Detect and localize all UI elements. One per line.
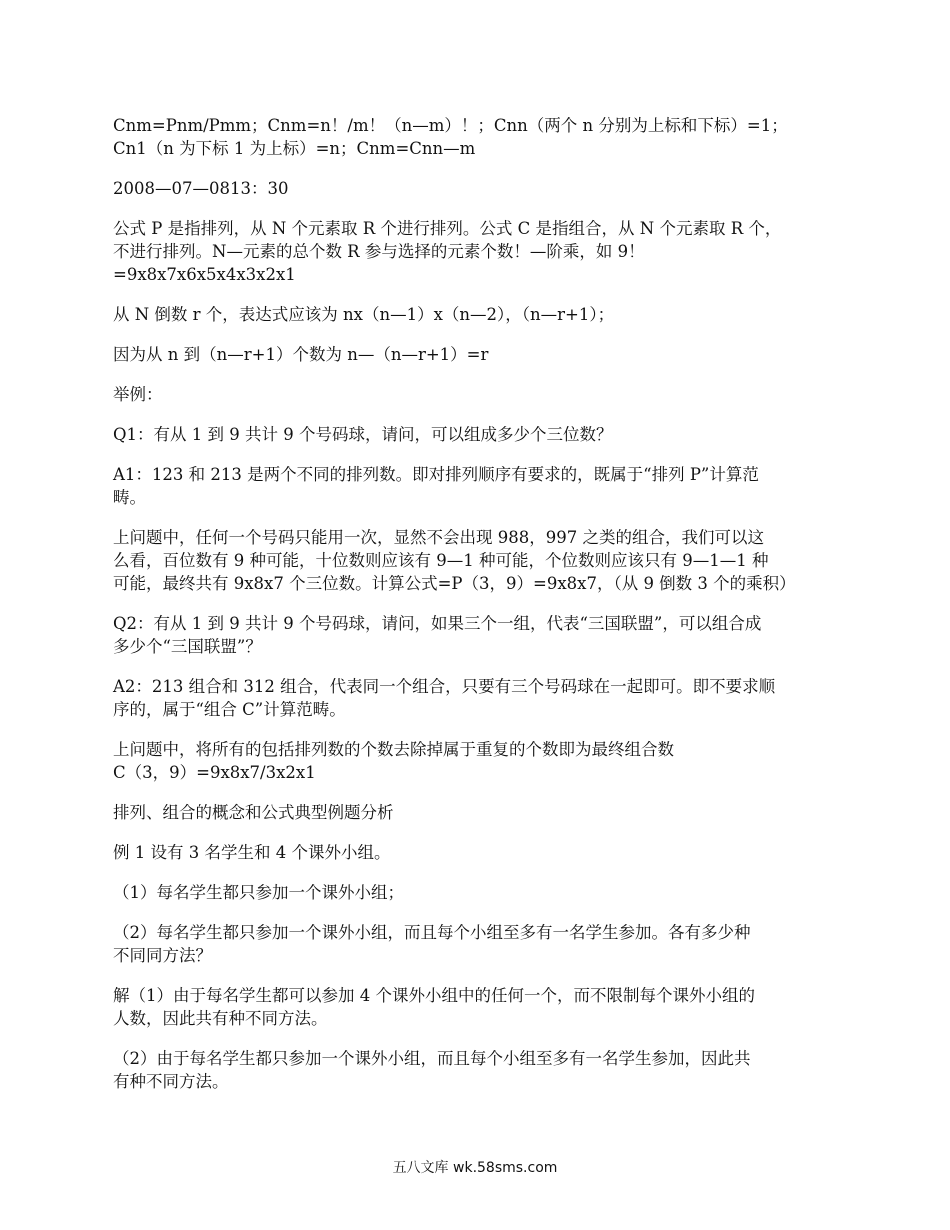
paragraph [113, 114, 838, 160]
paragraph [113, 738, 838, 784]
paragraph [113, 526, 838, 595]
paragraph [113, 612, 838, 658]
paragraph-line: 公式 P 是指排列，从 N 个元素取 R 个进行排列。公式 C 是指组合，从 N 个元素取 R 个， [113, 219, 782, 238]
paragraph [113, 463, 838, 509]
paragraph-line: 从 N 倒数 r 个，表达式应该为 nx（n—1）x（n—2），（n—r+1）； [113, 305, 615, 324]
paragraph [113, 921, 838, 967]
paragraph-line: （1）每名学生都只参加一个课外小组； [113, 883, 404, 902]
document-body [113, 114, 838, 1110]
paragraph [113, 343, 838, 366]
footer-watermark: 五八文库 wk.58sms.com [392, 1160, 558, 1176]
paragraph-line: Cn1（n 为下标 1 为上标）=n；Cnm=Cnn—m [113, 139, 476, 158]
paragraph-line: 人数，因此共有种不同方法。 [113, 1009, 328, 1028]
paragraph-line: 举例： [113, 385, 163, 404]
paragraph-line: 例 1 设有 3 名学生和 4 个课外小组。 [113, 843, 391, 862]
paragraph-line: 上问题中，将所有的包括排列数的个数去除掉属于重复的个数即为最终组合数 [113, 740, 674, 759]
paragraph-line: Q2：有从 1 到 9 共计 9 个号码球，请问，如果三个一组，代表“三国联盟”，可以组合成 [113, 614, 762, 633]
paragraph [113, 303, 838, 326]
paragraph-line: C（3，9）=9x8x7/3x2x1 [113, 763, 316, 782]
paragraph-line: 么看，百位数有 9 种可能，十位数则应该有 9—1 种可能，个位数则应该只有 9—1—1 种 [113, 551, 769, 570]
paragraph [113, 1047, 838, 1093]
paragraph-line: 因为从 n 到（n—r+1）个数为 n—（n—r+1）=r [113, 345, 489, 364]
paragraph [113, 801, 838, 824]
paragraph-line: 2008—07—0813：30 [113, 179, 289, 198]
paragraph [113, 984, 838, 1030]
paragraph-line: =9x8x7x6x5x4x3x2x1 [113, 265, 296, 284]
paragraph [113, 423, 838, 446]
paragraph [113, 675, 838, 721]
paragraph-line: 序的，属于“组合 C”计算范畴。 [113, 700, 346, 719]
paragraph-line: 排列、组合的概念和公式典型例题分析 [113, 803, 394, 822]
paragraph-line: 有种不同方法。 [113, 1072, 229, 1091]
paragraph [113, 177, 838, 200]
paragraph-line: （2）每名学生都只参加一个课外小组，而且每个小组至多有一名学生参加。各有多少种 [113, 923, 751, 942]
paragraph-line: 不同同方法？ [113, 946, 212, 965]
paragraph [113, 217, 838, 286]
paragraph-line: （2）由于每名学生都只参加一个课外小组，而且每个小组至多有一名学生参加，因此共 [113, 1049, 751, 1068]
paragraph-line: 上问题中，任何一个号码只能用一次，显然不会出现 988，997 之类的组合，我们可以这 [113, 528, 764, 547]
paragraph-line: 可能，最终共有 9x8x7 个三位数。计算公式=P（3，9）=9x8x7，（从 9 倒数 3 个的乘积） [113, 574, 796, 593]
paragraph [113, 881, 838, 904]
paragraph-line: Q1：有从 1 到 9 共计 9 个号码球，请问，可以组成多少个三位数？ [113, 425, 613, 444]
paragraph-line: A1：123 和 213 是两个不同的排列数。即对排列顺序有要求的，既属于“排列 P”计算范 [113, 465, 759, 484]
paragraph [113, 841, 838, 864]
paragraph-line: A2：213 组合和 312 组合，代表同一个组合，只要有三个号码球在一起即可。即不要求顺 [113, 677, 776, 696]
paragraph-line: 不进行排列。N—元素的总个数 R 参与选择的元素个数！—阶乘，如 9！ [113, 242, 645, 261]
paragraph-line: 多少个“三国联盟”？ [113, 637, 262, 656]
paragraph-line: 畴。 [113, 488, 146, 507]
paragraph [113, 383, 838, 406]
paragraph-line: Cnm=Pnm/Pmm；Cnm=n！/m！（n—m）！；Cnn（两个 n 分别为上标和下标）=1； [113, 116, 788, 135]
paragraph-line: 解（1）由于每名学生都可以参加 4 个课外小组中的任何一个，而不限制每个课外小组的 [113, 986, 755, 1005]
